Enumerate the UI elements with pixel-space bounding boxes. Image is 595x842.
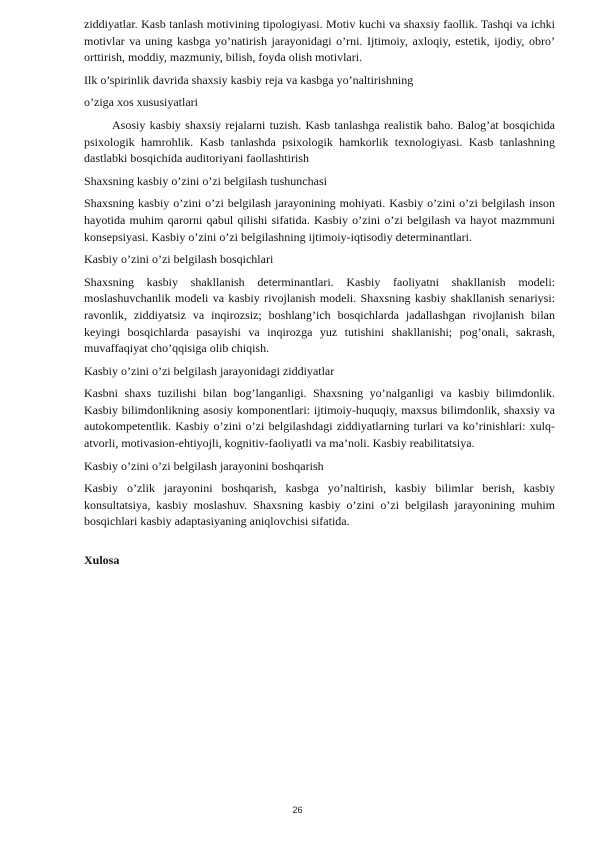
heading-early-youth-plan: Ilk o’spirinlik davrida shaxsiy kasbiy reja va kasbga yo’naltirishning <box>84 72 414 87</box>
heading-self-determination-management: Kasbiy o’zini o’zi belgilash jarayonini boshqarish <box>84 458 324 473</box>
conclusion-heading: Xulosa <box>84 553 120 568</box>
page-number: 26 <box>292 805 303 815</box>
heading-self-determination-contradictions: Kasbiy o’zini o’zi belgilash jarayonidagi ziddiyatlar <box>84 363 335 378</box>
paragraph-process-management: Kasbiy o’zlik jarayonini boshqarish, kasbga yo’naltirish, kasbiy bilimlar berish, kasbiy konsultatsiya, kasbiy moslashuv. Shaxsning kasbiy o’zini o’zi belgilash jarayonining muhim bosqichlari kasbiy adaptasiyaning aniqlovchisi sifatida. <box>84 481 555 529</box>
paragraph-self-determination-essence: Shaxsning kasbiy o’zini o’zi belgilash jarayonining mohiyati. Kasbiy o’zini o’zi belgilash inson hayotida muhim qarorni qabul qilishi sifatida. Kasbiy o’zini o’zi belgilash va hayot mazmmuni konsepsiyasi. Kasbiy o’zini o’zi belgilashning ijtimoiy-iqtisodiy determinantlari. <box>84 196 555 244</box>
paragraph-professional-formation: Shaxsning kasbiy shakllanish determinantlari. Kasbiy faoliyatni shakllanish modeli: moslashuvchanlik modeli va kasbiy rivojlanish modeli. Shaxsning kasbiy shakllanish senariysi: ravonlik, ziddiyatsiz va inqirozsiz; boshlang’ich bosqichlarda jadallashgan rivojlanish bilan keyingi bosqichlarda pasayishi va inqirozga yuz tutishini shakllanishi; pog’onali, sakrash, muvaffaqiyat cho’qqisiga olib chiqish. <box>84 274 555 356</box>
heading-early-youth-features: o’ziga xos xususiyatlari <box>84 95 198 110</box>
paragraph-professional-competence: Kasbni shaxs tuzilishi bilan bog’langanligi. Shaxsning yo’nalganligi va kasbiy bilimdonlik. Kasbiy bilimdonlikning asosiy komponentlari: ijtimoiy-huquqiy, maxsus bilimdonlik, shaxsiy va autokompetentlik. Kasbiy o’zini o’zi belgilashdagi ziddiyatlarning turlari va ko’rinishlari: xulq-atvorli, motivasion-ehtiyojli, kognitiv-faoliyatli va ma’noli. Kasbiy reabilitatsiya. <box>84 386 555 451</box>
paragraph-motivation-types: ziddiyatlar. Kasb tanlash motivining tipologiyasi. Motiv kuchi va shaxsiy faollik. Tashqi va ichki motivlar va uning kasbga yo’natirish jarayonidagi o’rni. Ijtimoiy, axloqiy, estetik, ijodiy, obro’ orttirish, moddiy, mazmuniy, bilish, foyda olish motivlari. <box>84 17 555 65</box>
document-page <box>84 16 555 569</box>
paragraph-career-plans: Asosiy kasbiy shaxsiy rejalarni tuzish. Kasb tanlashga realistik baho. Balog’at bosqichida psixologik hamrohlik. Kasb tanlashda psixologik hamkorlik texnologiyasi. Kasb tanlashning dastlabki bosqichida auditoriyani faollashtirish <box>84 117 555 166</box>
heading-self-determination-concept: Shaxsning kasbiy o’zini o’zi belgilash tushunchasi <box>84 173 327 188</box>
heading-self-determination-stages: Kasbiy o’zini o’zi belgilash bosqichlari <box>84 252 274 267</box>
